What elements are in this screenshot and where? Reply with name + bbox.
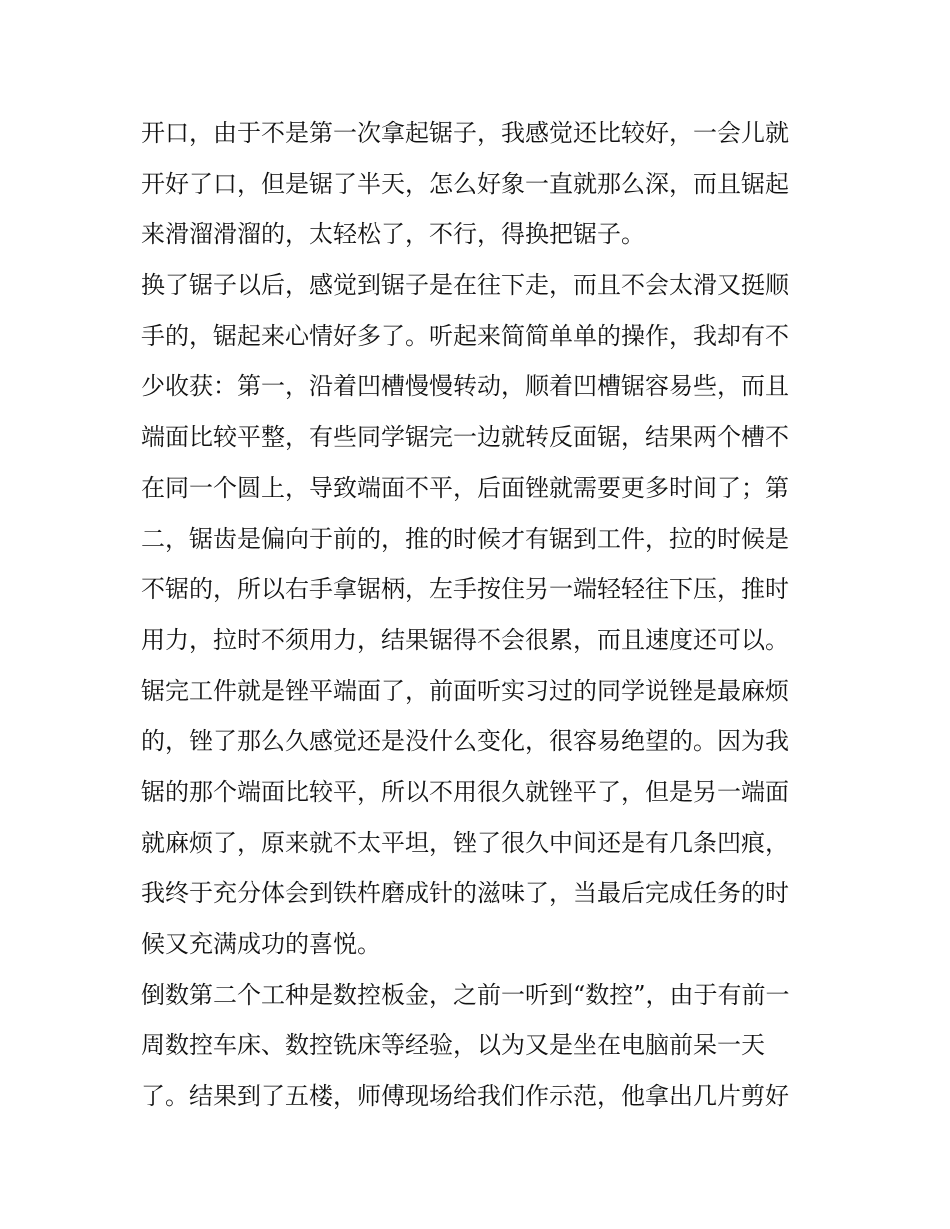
text-line: 锯的那个端面比较平，所以不用很久就锉平了，但是另一端面: [141, 777, 789, 806]
text-line: 端面比较平整，有些同学锯完一边就转反面锯，结果两个槽不: [141, 423, 789, 452]
text-line: 候又充满成功的喜悦。: [141, 930, 381, 958]
text-line: 不锯的，所以右手拿锯柄，左手按住另一端轻轻往下压，推时: [141, 575, 789, 604]
text-line: 手的，锯起来心情好多了。听起来简简单单的操作，我却有不: [141, 321, 789, 350]
text-line: 周数控车床、数控铣床等经验，以为又是坐在电脑前呆一天: [141, 1031, 765, 1060]
text-line: 用力，拉时不须用力，结果锯得不会很累，而且速度还可以。: [141, 625, 789, 654]
text-line: 就麻烦了，原来就不太平坦，锉了很久中间还是有几条凹痕，: [141, 828, 789, 857]
text-line: 在同一个圆上，导致端面不平，后面锉就需要更多时间了；第: [141, 473, 789, 502]
text-line: 二，锯齿是偏向于前的，推的时候才有锯到工件，拉的时候是: [141, 524, 789, 553]
text-line: 锯完工件就是锉平端面了，前面听实习过的同学说锉是最麻烦: [141, 676, 789, 705]
text-line: 开口，由于不是第一次拿起锯子，我感觉还比较好，一会儿就: [141, 119, 789, 147]
text-line: 开好了口，但是锯了半天，怎么好象一直就那么深，而且锯起: [141, 169, 789, 198]
text-line: 的，锉了那么久感觉还是没什么变化，很容易绝望的。因为我: [141, 727, 789, 756]
text-line: 我终于充分体会到铁杵磨成针的滋味了，当最后完成任务的时: [141, 879, 789, 908]
body-text: [141, 108, 821, 1122]
text-line: 了。结果到了五楼，师傅现场给我们作示范，他拿出几片剪好: [141, 1082, 789, 1111]
text-line: 少收获：第一，沿着凹槽慢慢转动，顺着凹槽锯容易些，而且: [141, 372, 789, 401]
text-line: 换了锯子以后，感觉到锯子是在往下走，而且不会太滑又挺顺: [141, 271, 789, 300]
text-line: 来滑溜滑溜的，太轻松了，不行，得换把锯子。: [141, 220, 645, 249]
text-line: 倒数第二个工种是数控板金，之前一听到“数控”，由于有前一: [141, 980, 790, 1009]
